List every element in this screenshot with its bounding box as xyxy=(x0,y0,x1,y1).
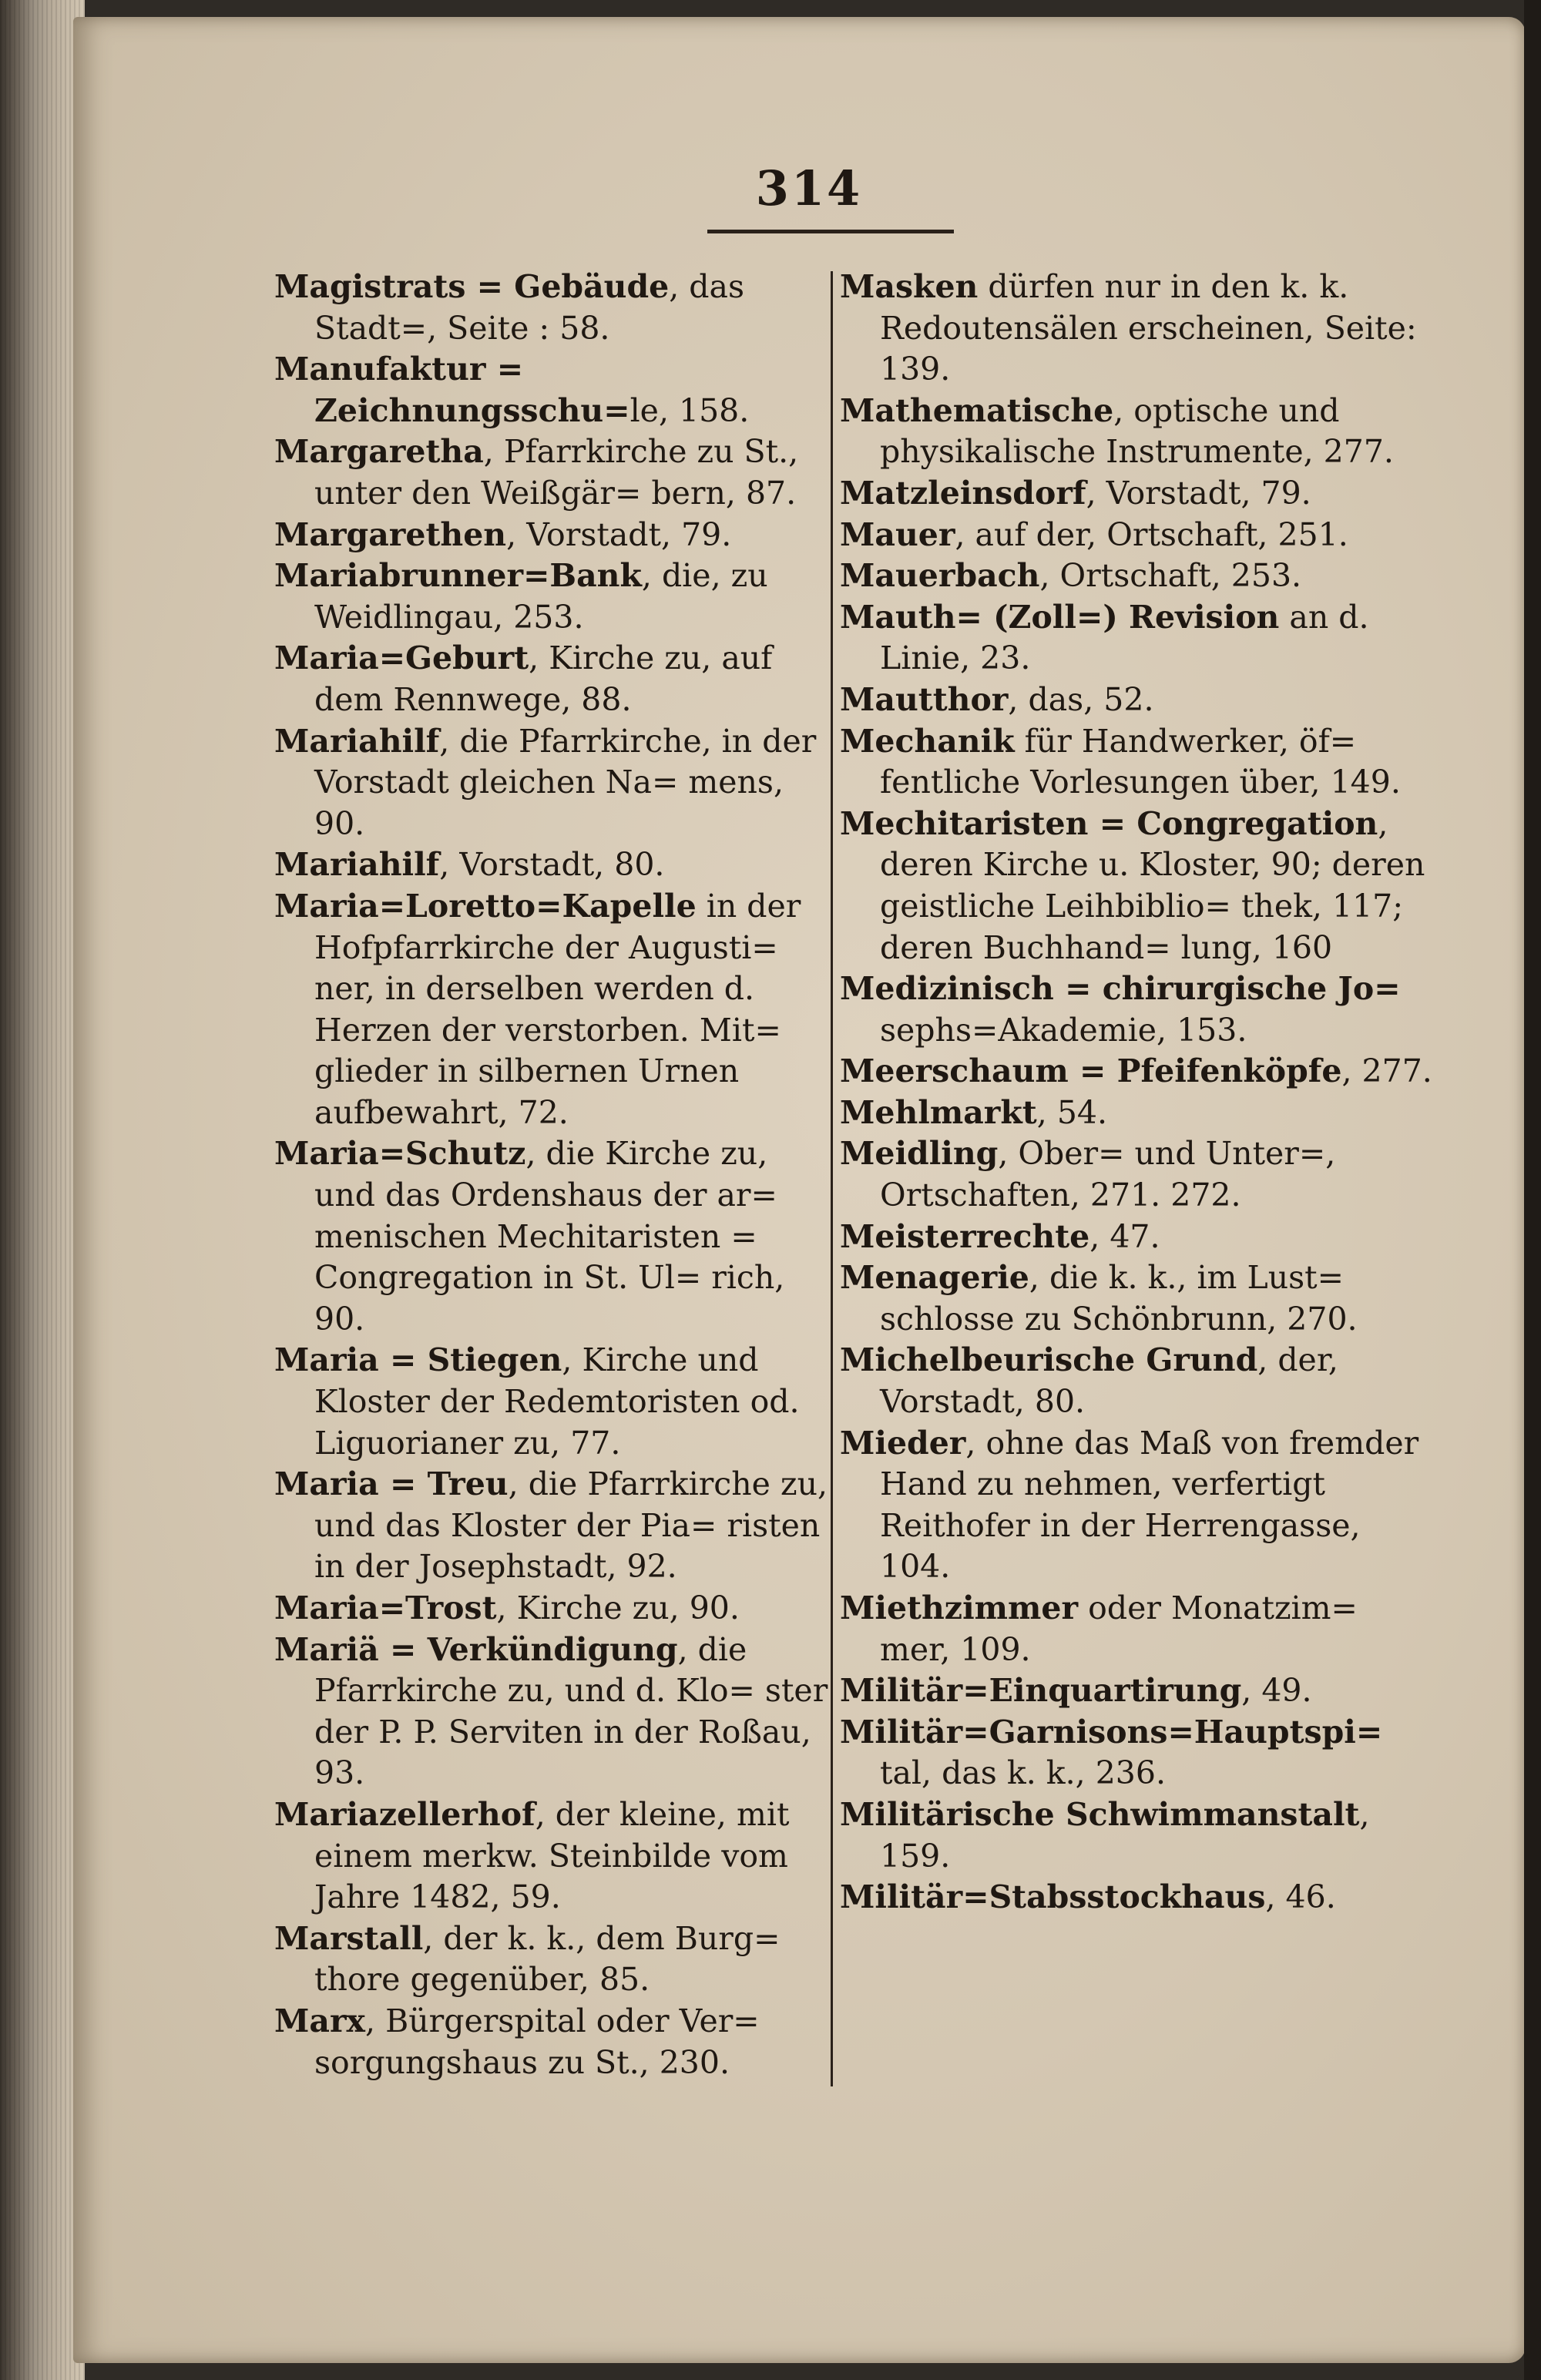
index-entry-text: , 49. xyxy=(1241,1672,1312,1710)
index-entry xyxy=(840,556,1433,597)
index-entry-headword: Mauerbach xyxy=(840,557,1040,595)
index-entry-text: , das, 52. xyxy=(1008,680,1154,718)
header-rule xyxy=(707,230,954,233)
index-entry xyxy=(274,1588,831,1630)
index-entry xyxy=(274,1464,831,1588)
index-entry-text: , Vorstadt, 79. xyxy=(506,515,732,553)
index-entry-headword: Mauth= (Zoll=) Revision xyxy=(840,598,1280,636)
index-entry-headword: Mautthor xyxy=(840,680,1009,718)
index-entry-headword: Marx xyxy=(274,2002,365,2039)
index-entry-text: , auf der, Ortschaft, 251. xyxy=(955,515,1348,553)
index-entry xyxy=(840,473,1433,515)
index-entry xyxy=(274,349,831,431)
index-entry-text: , 159. xyxy=(880,1795,1370,1875)
index-entry-text: , Vorstadt, 79. xyxy=(1086,474,1311,512)
index-entry-headword: Meisterrechte xyxy=(840,1217,1090,1255)
index-entry xyxy=(274,515,831,556)
index-entry-text: , Ober= und Unter=, Ortschaften, 271. 272. xyxy=(880,1135,1336,1214)
index-entry-text: , Ortschaft, 253. xyxy=(1039,557,1302,595)
index-entry xyxy=(840,1133,1433,1216)
index-entry xyxy=(840,1093,1433,1134)
index-entry xyxy=(274,638,831,720)
index-entry xyxy=(840,1877,1433,1918)
index-entry-text: , 277. xyxy=(1341,1052,1432,1090)
index-entry xyxy=(840,515,1433,556)
index-entry-text: le, 158. xyxy=(629,391,750,429)
index-entry-headword: Masken xyxy=(840,268,979,305)
index-entry xyxy=(840,1257,1433,1340)
index-entry-text: , 54. xyxy=(1036,1093,1108,1131)
index-entry-headword: Manufaktur = Zeichnungsschu= xyxy=(274,351,630,429)
index-entry-headword: Militär=Stabsstockhaus xyxy=(840,1878,1266,1916)
index-entry xyxy=(274,1133,831,1340)
index-entry-headword: Menagerie xyxy=(840,1259,1029,1297)
index-entry-text: , Bürgerspital oder Ver= sorgungshaus zu St., 230. xyxy=(314,2002,760,2081)
index-entry-headword: Mariä = Verkündigung xyxy=(274,1630,678,1668)
index-entry-text: dürfen nur in den k. k. Redoutensälen erscheinen, Seite: 139. xyxy=(880,268,1417,388)
index-entry-text: , Vorstadt, 80. xyxy=(439,846,665,884)
index-entry-text: , Kirche zu, auf dem Rennwege, 88. xyxy=(314,639,773,718)
index-entry-headword: Margarethen xyxy=(274,515,507,553)
right-shadow xyxy=(1524,0,1541,2380)
index-entry-headword: Mariahilf xyxy=(274,722,440,760)
index-entry-headword: Mariazellerhof xyxy=(274,1795,535,1833)
index-entry-text: , optische und physikalische Instrumente, 277. xyxy=(880,391,1394,471)
index-entry-headword: Maria = Stiegen xyxy=(274,1341,562,1379)
index-entry-text: , das Stadt=, Seite : 58. xyxy=(314,268,744,347)
index-entry-text: in der Hofpfarrkirche der Augusti= ner, in derselben werden d. Herzen der verstorben. Mit= glieder in silbernen Urnen aufbewahrt, 72. xyxy=(314,887,801,1131)
index-entry-headword: Mechitaristen = Congregation xyxy=(840,804,1378,842)
index-entry-headword: Militärische Schwimmanstalt xyxy=(840,1795,1360,1833)
index-entry xyxy=(274,1340,831,1464)
index-entry-text: , der k. k., dem Burg= thore gegenüber, 85. xyxy=(314,1919,781,1999)
index-entry xyxy=(274,844,831,886)
index-entry xyxy=(274,1918,831,2001)
index-entry xyxy=(840,1340,1433,1422)
index-entry-text: , deren Kirche u. Kloster, 90; deren geistliche Leihbiblio= thek, 117; deren Buchhand= lung, 160 xyxy=(880,804,1425,966)
index-entry-headword: Maria=Geburt xyxy=(274,639,529,677)
index-entry-headword: Michelbeurische Grund xyxy=(840,1341,1258,1379)
index-entry-headword: Mechanik xyxy=(840,722,1015,760)
index-entry xyxy=(274,267,831,349)
index-entry-text: tal, das k. k., 236. xyxy=(880,1754,1167,1792)
index-entry-text: , die k. k., im Lust= schlosse zu Schönbrunn, 270. xyxy=(880,1259,1358,1338)
index-entry-headword: Maria=Schutz xyxy=(274,1135,526,1173)
index-entry xyxy=(840,267,1433,391)
index-entry-text: , die Kirche zu, und das Ordenshaus der ar= menischen Mechitaristen = Congregation in St. Ul= rich, 90. xyxy=(314,1135,785,1338)
index-entry-headword: Maria = Treu xyxy=(274,1465,509,1503)
index-entry-text: , die, zu Weidlingau, 253. xyxy=(314,557,768,636)
index-column-right xyxy=(840,267,1433,1918)
index-entry-text: , die Pfarrkirche zu, und das Kloster der Pia= risten in der Josephstadt, 92. xyxy=(314,1465,828,1586)
index-entry-headword: Marstall xyxy=(274,1919,424,1957)
index-entry-headword: Mehlmarkt xyxy=(840,1093,1037,1131)
index-entry-headword: Mauer xyxy=(840,515,955,553)
page-number-text: 314 xyxy=(755,160,863,217)
index-entry-headword: Militär=Einquartirung xyxy=(840,1672,1242,1710)
index-entry xyxy=(840,1051,1433,1093)
index-entry-headword: Maria=Loretto=Kapelle xyxy=(274,887,697,925)
index-entry xyxy=(840,1217,1433,1258)
index-entry-text: , 47. xyxy=(1089,1217,1160,1255)
index-entry xyxy=(840,804,1433,968)
index-entry xyxy=(274,431,831,514)
index-entry-headword: Medizinisch = chirurgische Jo= xyxy=(840,970,1401,1008)
index-entry-headword: Mariabrunner=Bank xyxy=(274,557,642,595)
index-entry-headword: Matzleinsdorf xyxy=(840,474,1086,512)
index-entry xyxy=(274,556,831,638)
index-entry-text: , der kleine, mit einem merkw. Steinbilde vom Jahre 1482, 59. xyxy=(314,1795,790,1916)
index-entry-text: , die Pfarrkirche zu, und d. Klo= ster der P. P. Serviten in der Roßau, 93. xyxy=(314,1630,828,1792)
index-entry-text: , die Pfarrkirche, in der Vorstadt gleichen Na= mens, 90. xyxy=(314,722,817,842)
index-entry-headword: Mieder xyxy=(840,1424,966,1462)
index-entry xyxy=(274,2001,831,2083)
index-entry-text: , 46. xyxy=(1265,1878,1336,1916)
index-entry-headword: Militär=Garnisons=Hauptspi= xyxy=(840,1713,1383,1751)
index-entry xyxy=(274,1794,831,1918)
index-entry-text: oder Monatzim= mer, 109. xyxy=(880,1589,1358,1668)
index-entry-text: an d. Linie, 23. xyxy=(880,598,1369,677)
index-entry-headword: Miethzimmer xyxy=(840,1589,1079,1626)
index-entry xyxy=(840,597,1433,680)
index-entry-headword: Magistrats = Gebäude xyxy=(274,268,670,305)
index-entry xyxy=(840,1423,1433,1588)
index-entry-text: sephs=Akademie, 153. xyxy=(880,1011,1247,1049)
index-column-left xyxy=(274,267,831,2083)
index-entry xyxy=(840,391,1433,473)
index-entry xyxy=(840,1670,1433,1712)
index-entry xyxy=(274,1630,831,1794)
index-entry xyxy=(840,968,1433,1051)
index-entry-headword: Mathematische xyxy=(840,391,1114,429)
column-divider xyxy=(831,271,833,2086)
index-entry xyxy=(840,1794,1433,1877)
index-entry-text: , der, Vorstadt, 80. xyxy=(880,1341,1338,1421)
index-entry-headword: Mariahilf xyxy=(274,846,440,884)
book-page-edges xyxy=(0,0,85,2380)
index-entry-text: , Kirche und Kloster der Redemtoristen od. Liguorianer zu, 77. xyxy=(314,1341,800,1462)
index-entry-headword: Meerschaum = Pfeifenköpfe xyxy=(840,1052,1342,1090)
index-entry xyxy=(840,1712,1433,1794)
page-number xyxy=(0,160,1541,217)
index-entry-text: für Handwerker, öf= fentliche Vorlesungen über, 149. xyxy=(880,722,1401,801)
index-entry-headword: Maria=Trost xyxy=(274,1589,497,1626)
index-entry xyxy=(840,680,1433,721)
index-entry-text: , Pfarrkirche zu St., unter den Weißgär= bern, 87. xyxy=(314,433,799,512)
index-entry-headword: Meidling xyxy=(840,1135,999,1173)
index-entry-text: , ohne das Maß von fremder Hand zu nehmen, verfertigt Reithofer in der Herrengasse, 104. xyxy=(880,1424,1419,1586)
index-entry-headword: Margaretha xyxy=(274,433,484,471)
index-entry xyxy=(274,886,831,1134)
index-entry-text: , Kirche zu, 90. xyxy=(496,1589,740,1626)
index-entry xyxy=(274,721,831,845)
index-entry xyxy=(840,721,1433,804)
index-entry xyxy=(840,1588,1433,1670)
